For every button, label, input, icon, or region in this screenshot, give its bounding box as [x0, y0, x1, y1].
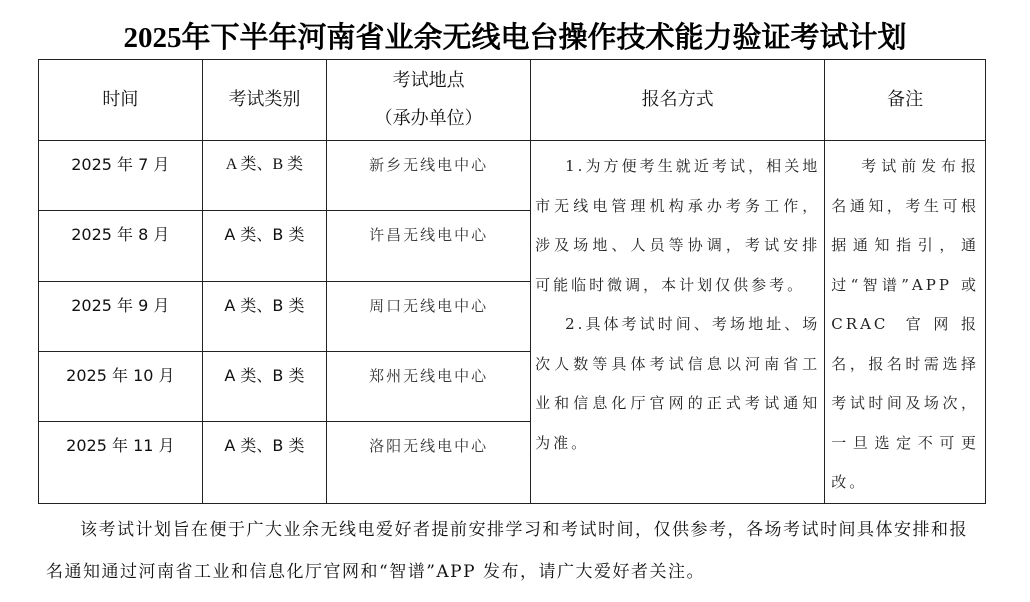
table-row	[39, 141, 986, 211]
header-notes: 备注	[825, 60, 986, 141]
cell-time: 2025 年 11 月	[39, 422, 203, 503]
cell-time: 2025 年 8 月	[39, 211, 203, 281]
registration-para-2: 2.具体考试时间、考场地址、场次人数等具体考试信息以河南省工业和信息化厅官网的正式考试通知为准。	[535, 315, 821, 452]
table-header-row	[39, 60, 986, 141]
cell-registration	[531, 141, 825, 504]
cell-category: A 类、B 类	[202, 422, 327, 503]
document-title: 2025年下半年河南省业余无线电台操作技术能力验证考试计划	[123, 22, 907, 54]
cell-category: A 类、B 类	[202, 141, 327, 211]
exam-plan-table	[38, 59, 986, 504]
cell-location: 新乡无线电中心	[327, 141, 531, 211]
header-location-line1: 考试地点	[392, 70, 465, 91]
cell-location: 郑州无线电中心	[327, 351, 531, 421]
registration-para-1: 1.为方便考生就近考试，相关地市无线电管理机构承办考务工作，涉及场地、人员等协调，考试安排可能临时微调，本计划仅供参考。	[535, 157, 821, 294]
cell-time: 2025 年 7 月	[39, 141, 203, 211]
header-registration: 报名方式	[531, 60, 825, 141]
cell-time: 2025 年 10 月	[39, 351, 203, 421]
cell-location: 许昌无线电中心	[327, 211, 531, 281]
header-location-line2: （承办单位）	[374, 108, 483, 129]
cell-time: 2025 年 9 月	[39, 281, 203, 351]
header-location	[327, 60, 531, 141]
cell-category: A 类、B 类	[202, 281, 327, 351]
cell-category: A 类、B 类	[202, 351, 327, 421]
footer-paragraph: 该考试计划旨在便于广大业余无线电爱好者提前安排学习和考试时间，仅供参考，各场考试时间具体安排和报名通知通过河南省工业和信息化厅官网和“智谱”APP 发布，请广大爱好者关注。	[46, 520, 968, 582]
header-category: 考试类别	[202, 60, 327, 141]
cell-category: A 类、B 类	[202, 211, 327, 281]
cell-notes	[825, 141, 986, 504]
header-time: 时间	[39, 60, 203, 141]
notes-text: 考试前发布报名通知，考生可根据通知指引，通过“智谱”APP 或 CRAC 官网报名，报名时需选择考试时间及场次，一旦选定不可更改。	[831, 157, 979, 491]
cell-location: 洛阳无线电中心	[327, 422, 531, 503]
cell-location: 周口无线电中心	[327, 281, 531, 351]
